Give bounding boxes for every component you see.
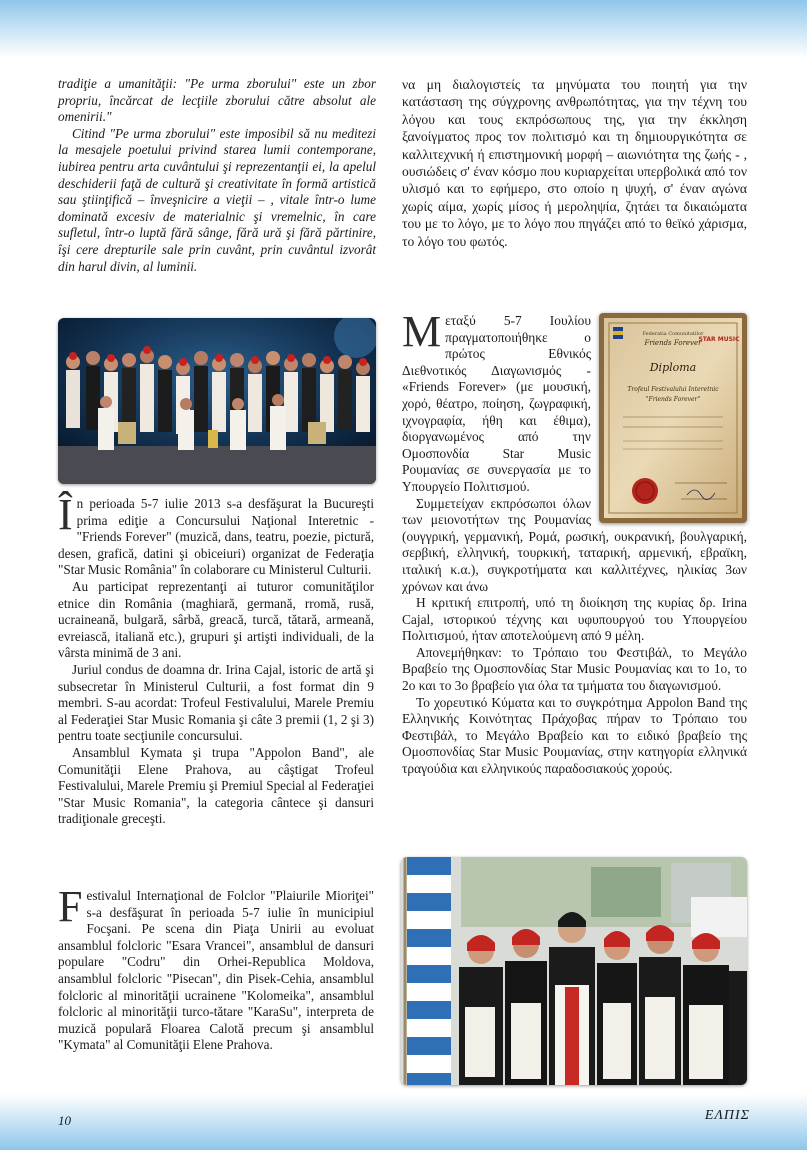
paragraph: Citind "Pe urma zborului" este imposibil să nu meditezi la mesajele poetului privind starea lumii contemporane, iubirea pentru arta cuvântului şi reprezentanţii ei, la apelul deschiderii faţă de cultură şi creativitate în formă artistică sau ştiinţifică – înveşnicire a vieţii – , vitale într-o lume dominată excesiv de materialnic şi vremelnic, în care sufletul, într-o luptă fără sânge, fără ură şi fără părtinire, îşi cere drepturile sale prin cuvânt, prin cuvântul izvorât din harul divin, al luminii.: [58, 125, 376, 274]
dancers-flag-photo: [401, 857, 747, 1085]
greek-article-column: [402, 307, 747, 778]
diploma-line: Trofeul Festivalului Interetnic: [627, 386, 719, 393]
paragraph: Συμμετείχαν εκπρόσωποι όλων των μειονοτήτων της Ρουμανίας (ουγγρική, γερμανική, Ρομά, ρωσική, ουκρανική, βουλγαρική, σερβική, ελληνική, τουρκική, ταταρική, αρμενική, εβραϊκη, ιταλική κ.α.), συγκροτήματα και καλλιτέχνες, ηλικίας 3ων χρόνων και άνω: [402, 495, 747, 594]
diploma-line: STAR MUSIC: [698, 336, 740, 343]
svg-text:Federatia Comunitatilor: Federatia Comunitatilor: [642, 331, 704, 337]
diploma-line: "Friends Forever": [645, 396, 701, 403]
paragraph: Au participat reprezentanţi ai tuturor comunităţilor etnice din România (maghiară, germană, rromă, rusă, ucraineană, bulgară, sârbă, greacă, turcă, tătară, armeană, evreiască, italiană etc.), grupuri şi artişti individuali, de la vârsta minimă de 3 ani.: [58, 578, 374, 661]
paragraph: εταξύ 5-7 Ιουλίου πραγματοποιήθηκε ο πρώτος Εθνικός Διεθνοτικός Διαγωνισμός - «Friends Forever» (με μουσική, χορό, θέατρο, ποίηση, ζωγραφική, ιχνογραφία, ήθη και έθιμα), διοργανωμένος από την Ομοσπονδία Star Music Ρουμανίας σε συνεργασία με το Υπουργείο Πολιτισμού.: [402, 313, 591, 494]
drop-cap: Î: [58, 490, 73, 539]
paragraph: Juriul condus de doamna dr. Irina Cajal, istoric de artă şi subsecretar în Ministerul Culturii, a fost format din 9 membri. S-au acordat: Trofeul Festivalului, Marele Premiu al Federaţiei Star Music Romania şi câte 3 premii (1, 2 şi 3) pentru toate secţiunile concursului.: [58, 661, 374, 744]
magazine-name: ΕΛΠΙΣ: [704, 1108, 750, 1123]
paragraph: Ansamblul Kymata şi trupa "Appolon Band", ale Comunităţii Elene Prahova, au câştigat Trofeul Festivalului, Marele Premiu şi Premiul Special al Federaţiei "Star Music Romania", la categoria cântece şi dansuri tradiţionale greceşti.: [58, 744, 374, 827]
paragraph: estivalul Internaţional de Folclor "Plaiurile Mioriţei" s-a desfăşurat în perioada 5-7 iulie în municipiul Focşani. Pe scena din Piaţa Unirii au evoluat ansamblul folcloric "Esara Vrancei", ansamblul de dansuri populare "Codru" din Orhei-Republica Moldova, ansamblul folcloric "Pisecan", din Pisek-Cehia, ansamblul folcloric al minorităţii ucrainene "Kolomeika", ansamblul folcloric al minorităţii turco-tătare "KaraSu", interpreta de muzică populară Floarea Calotă precum şi ansamblul "Kymata" al Comunităţii Elene Prahova.: [58, 888, 374, 1053]
stage-photo-illustration: [58, 318, 376, 484]
paragraph: Η κριτική επιτροπή, υπό τη διοίκηση της κυρίας δρ. Irina Cajal, ιστορικού τέχνης και υφυπουργού του Υπουργείου Πολιτισμού, ήταν αποτελούμενη από 9 μέλη.: [402, 595, 747, 644]
diploma-line: Diploma: [649, 361, 697, 374]
drop-cap: Μ: [402, 307, 442, 356]
bottom-band: [0, 1094, 807, 1150]
page-number: 10: [58, 1113, 71, 1128]
paragraph: n perioada 5-7 iulie 2013 s-a desfăşurat la Bucureşti prima ediţie a Concursului Naţional Interetnic - "Friends Forever" (muzică, dans, teatru, poezie, pictură, desen, grafică, datini şi obiceiuri) organizat de Federaţia "Star Music România" în colaborare cu Ministerul Culturii.: [58, 496, 374, 578]
paragraph: Το χορευτικό Κύματα και το συγκρότημα Appolon Band της Ελληνικής Κοινότητας Πράχοβας πήραν το Τρόπαιο του Φεστιβάλ, το Μεγάλο Βραβείο και το ειδικό βραβείο της Ομοσπονδίας Star Music Ρουμανίας, στην κατηγορία ελληνικά τραγούδια και ελληνικούς παραδοσιακούς χορούς.: [402, 694, 747, 777]
paragraph: Απονεμήθηκαν: το Τρόπαιο του Φεστιβάλ, το Μεγάλο Βραβείο της Ομοσπονδίας Star Music Ρουμανίας και το 1ο, το 2ο και το 3ο βραβείο για όλα τα τμήματα του διαγωνισμού.: [402, 644, 747, 694]
top-band: [0, 0, 807, 58]
paragraph: tradiţie a umanităţii: "Pe urma zborului" este un zbor propriu, încărcat de lecţiile zborului către absolut ale omenirii.": [58, 76, 376, 125]
top-left-column: [58, 76, 376, 275]
top-right-column: [402, 76, 747, 250]
diploma-line: Friends Forever: [644, 339, 702, 347]
diploma-spacer: [591, 313, 747, 527]
drop-cap: F: [58, 882, 83, 931]
romanian-festival-column: [58, 882, 374, 1054]
dancers-photo-illustration: [401, 857, 747, 1085]
paragraph: να μη διαλογιστείς τα μηνύματα του ποιητή για την κατάσταση της σύγχρονης ανθρωπότητας, για την τέχνη του λόγου και τους εκπρόσωπους της, για την έκκληση ξανοίγματος προς τον πολιτισμό και τη δημιουργικότητα σε καλλιτεχνική ή επιστημονική μορφή – αιωνιότητα της ζωής - , ουσιώδεις σ' έναν κόσμο που κυριαρχείται υπερβολικά από τον υλισμό και το εφήμερο, στο οποίο η ψυχή, σ' έναν αγώνα χωρίς αίμα, χωρίς μίσος ή μεροληψία, ζητάει τα δικαιώματα του με το λόγο, με το λόγο που πηγάζει από το θεϊκό χάρισμα, το λόγο του φωτός.: [402, 77, 747, 249]
ensemble-stage-photo: [58, 318, 376, 484]
romanian-article-column: [58, 490, 374, 828]
